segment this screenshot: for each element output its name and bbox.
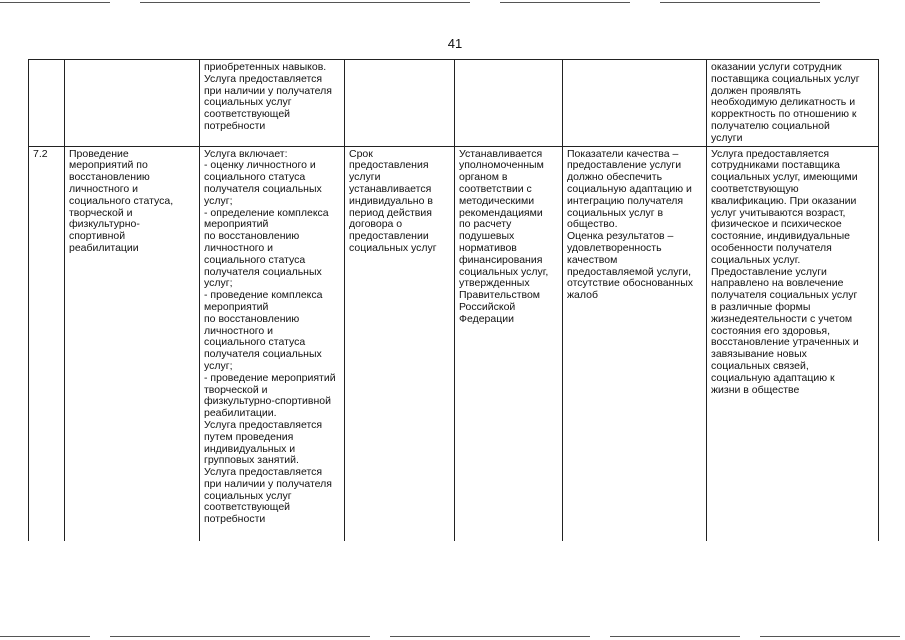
cell-service-conditions: оказании услуги сотрудник поставщика социальных услуг должен проявлять необходимую деликатность и корректность по отношению к получателю социальной услуги [707,60,879,147]
scan-edge-bottom-1 [0,636,90,637]
scan-edge-top-1 [0,2,110,3]
cell-quality-indicators: Показатели качества – предоставление услуги должно обеспечить социальную адаптацию и интеграцию получателя социальных услуг в общество. Оценка результатов – удовлетворенность качеством предоставляемой услуги, отсутствие обоснованных жалоб [563,146,707,541]
cell-service-content: приобретенных навыков. Услуга предоставляется при наличии у получателя социальных услуг соответствующей потребности [200,60,345,147]
cell-number: 7.2 [29,146,65,541]
scan-edge-bottom-2 [110,636,370,637]
scan-edge-top-2 [140,2,470,3]
scan-edge-bottom-3 [390,636,590,637]
scan-edge-bottom-5 [760,636,900,637]
scan-edge-top-3 [500,2,630,3]
scan-edge-bottom-4 [610,636,740,637]
cell-service-term: Срок предоставления услуги устанавливается индивидуально в период действия договора о предоставлении социальных услуг [345,146,455,541]
cell-number [29,60,65,147]
services-table [28,59,879,541]
table-row [29,60,879,147]
scan-edge-top-4 [660,2,820,3]
cell-quality-indicators [563,60,707,147]
cell-service-name: Проведение мероприятий по восстановлению личностного и социального статуса, творческой и физкультурно- спортивной реабилитации [65,146,200,541]
cell-financing-norms [455,60,563,147]
page-number: 41 [447,36,463,51]
cell-financing-norms: Устанавливается уполномоченным органом в соответствии с методическими рекомендациями по расчету подушевых нормативов финансирования социальных услуг, утвержденных Правительством Российской Федерации [455,146,563,541]
cell-service-conditions: Услуга предоставляется сотрудниками поставщика социальных услуг, имеющими соответствующую квалификацию. При оказании услуг учитываются возраст, физическое и психическое состояние, индивидуальные особенности получателя социальных услуг. Предоставление услуги направлено на вовлечение получателя социальных услуг в различные формы жизнедеятельности с учетом состояния его здоровья, восстановление утраченных и завязывание новых социальных связей, социальную адаптацию к жизни в обществе [707,146,879,541]
cell-service-name [65,60,200,147]
cell-service-term [345,60,455,147]
table-row [29,146,879,541]
cell-service-content: Услуга включает: - оценку личностного и социального статуса получателя социальных услуг; - определение комплекса мероприятий по восстановлению личностного и социального статуса получателя социальных услуг; - проведение комплекса мероприятий по восстановлению личностного и социального статуса получателя социальных услуг; - проведение мероприятий творческой и физкультурно-спортивной реабилитации. Услуга предоставляется путем проведения индивидуальных и групповых занятий. Услуга предоставляется при наличии у получателя социальных услуг соответствующей потребности [200,146,345,541]
